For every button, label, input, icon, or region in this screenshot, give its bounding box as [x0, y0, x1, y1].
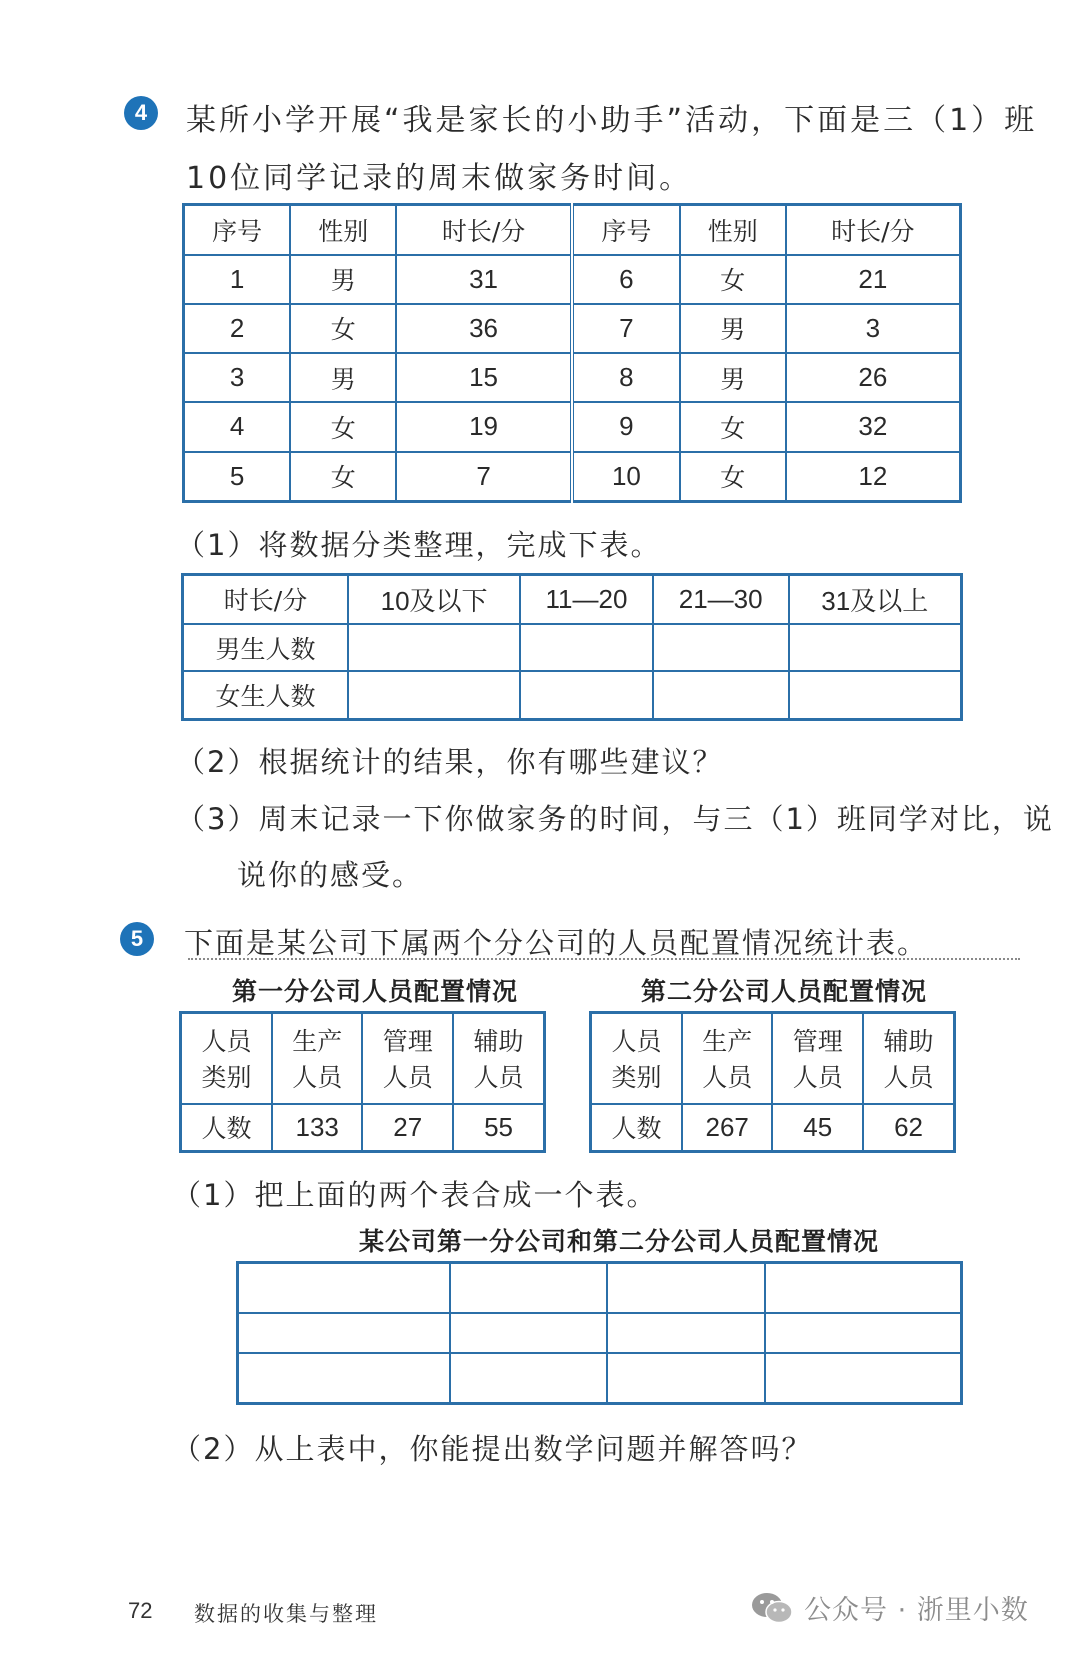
row-label: 男生人数 — [183, 624, 349, 672]
cell-minutes: 21 — [786, 255, 961, 304]
watermark — [750, 1588, 1029, 1627]
cell-value: 267 — [682, 1104, 773, 1152]
q4-part1: （1）将数据分类整理，完成下表。 — [176, 528, 662, 562]
q4-data-table — [182, 203, 962, 503]
cell-id: 1 — [184, 255, 291, 304]
header-cell: 人员 类别 — [591, 1013, 682, 1104]
cell-id: 8 — [572, 353, 680, 402]
answer-cell[interactable] — [238, 1263, 451, 1313]
table-row — [184, 304, 961, 353]
combined-table-title: 某公司第一分公司和第二分公司人员配置情况 — [359, 1227, 880, 1256]
header-cell: 时长/分 — [183, 575, 349, 624]
table1-title: 第一分公司人员配置情况 — [232, 977, 519, 1006]
q4-part3-line2: 说你的感受。 — [237, 858, 424, 892]
question-5-number: 5 — [130, 926, 144, 951]
row-label: 人数 — [181, 1104, 272, 1152]
cell-gender: 男 — [680, 353, 786, 402]
cell-gender: 男 — [290, 353, 396, 402]
answer-cell[interactable] — [789, 671, 962, 719]
cell-id: 4 — [184, 402, 291, 451]
answer-cell[interactable] — [765, 1263, 962, 1313]
cell-minutes: 32 — [786, 402, 961, 451]
answer-cell[interactable] — [607, 1353, 764, 1403]
header-cell: 管理 人员 — [772, 1013, 863, 1104]
table-row — [183, 624, 962, 672]
cell-minutes: 3 — [786, 304, 961, 353]
header-cell: 辅助 人员 — [453, 1013, 544, 1104]
answer-cell[interactable] — [238, 1353, 451, 1403]
page-number: 72 — [128, 1598, 153, 1623]
watermark-text: 公众号 · 浙里小数 — [804, 1595, 1029, 1626]
answer-cell[interactable] — [348, 624, 520, 672]
table-row — [184, 353, 961, 402]
cell-gender: 女 — [680, 402, 786, 451]
q5-intro: 下面是某公司下属两个分公司的人员配置情况统计表。 — [184, 926, 929, 960]
cell-minutes: 26 — [786, 353, 961, 402]
cell-value: 27 — [362, 1104, 453, 1152]
table-header-row — [591, 1013, 955, 1104]
cell-minutes: 31 — [396, 255, 572, 304]
header-cell: 管理 人员 — [362, 1013, 453, 1104]
table-header-row — [184, 205, 961, 255]
header-cell: 性别 — [290, 205, 396, 255]
branch1-table — [179, 1011, 546, 1153]
table-row — [183, 671, 962, 719]
cell-id: 6 — [572, 255, 680, 304]
cell-gender: 男 — [680, 304, 786, 353]
cell-value: 133 — [272, 1104, 363, 1152]
cell-minutes: 15 — [396, 353, 572, 402]
answer-cell[interactable] — [765, 1353, 962, 1403]
cell-id: 9 — [572, 402, 680, 451]
chapter-title: 数据的收集与整理 — [194, 1602, 378, 1626]
wechat-icon — [750, 1591, 794, 1625]
answer-cell[interactable] — [450, 1313, 607, 1353]
cell-minutes: 19 — [396, 402, 572, 451]
question-5-badge — [120, 922, 154, 956]
header-cell: 21—30 — [653, 575, 789, 624]
answer-cell[interactable] — [520, 671, 653, 719]
header-cell: 31及以上 — [789, 575, 962, 624]
answer-cell[interactable] — [450, 1263, 607, 1313]
q5-part1: （1）把上面的两个表合成一个表。 — [172, 1178, 658, 1212]
cell-value: 55 — [453, 1104, 544, 1152]
header-cell: 11—20 — [520, 575, 653, 624]
question-4-number: 4 — [134, 100, 148, 125]
cell-id: 3 — [184, 353, 291, 402]
header-cell: 人员 类别 — [181, 1013, 272, 1104]
combined-table-blank — [236, 1261, 963, 1405]
cell-gender: 女 — [290, 304, 396, 353]
table-header-row — [183, 575, 962, 624]
answer-cell[interactable] — [450, 1353, 607, 1403]
row-label: 女生人数 — [183, 671, 349, 719]
cell-minutes: 7 — [396, 452, 572, 502]
answer-cell[interactable] — [348, 671, 520, 719]
header-cell: 10及以下 — [348, 575, 520, 624]
cell-minutes: 36 — [396, 304, 572, 353]
table-row — [238, 1263, 962, 1313]
cell-gender: 女 — [290, 452, 396, 502]
answer-cell[interactable] — [765, 1313, 962, 1353]
q4-intro-line1: 某所小学开展“我是家长的小助手”活动，下面是三（1）班 — [186, 103, 1038, 138]
answer-cell[interactable] — [520, 624, 653, 672]
header-cell: 辅助 人员 — [863, 1013, 954, 1104]
q4-intro-line2: 10位同学记录的周末做家务时间。 — [186, 161, 693, 196]
header-cell: 性别 — [680, 205, 786, 255]
table-row — [184, 452, 961, 502]
table-row — [591, 1104, 955, 1152]
row-label: 人数 — [591, 1104, 682, 1152]
q4-part2: （2）根据统计的结果，你有哪些建议？ — [176, 745, 724, 779]
header-cell: 生产 人员 — [272, 1013, 363, 1104]
answer-cell[interactable] — [653, 624, 789, 672]
cell-id: 7 — [572, 304, 680, 353]
q5-part2: （2）从上表中，你能提出数学问题并解答吗？ — [172, 1432, 813, 1466]
q4-part3-line1: （3）周末记录一下你做家务的时间，与三（1）班同学对比，说 — [176, 802, 1054, 836]
cell-id: 10 — [572, 452, 680, 502]
header-cell: 时长/分 — [786, 205, 961, 255]
table-row — [238, 1313, 962, 1353]
answer-cell[interactable] — [238, 1313, 451, 1353]
header-cell: 生产 人员 — [682, 1013, 773, 1104]
header-cell: 时长/分 — [396, 205, 572, 255]
answer-cell[interactable] — [607, 1263, 764, 1313]
cell-gender: 女 — [680, 255, 786, 304]
table-header-row — [181, 1013, 545, 1104]
header-cell: 序号 — [572, 205, 680, 255]
cell-id: 5 — [184, 452, 291, 502]
table2-title: 第二分公司人员配置情况 — [641, 977, 928, 1006]
branch2-table — [589, 1011, 956, 1153]
answer-cell[interactable] — [653, 671, 789, 719]
table-row — [238, 1353, 962, 1403]
header-cell: 序号 — [184, 205, 291, 255]
cell-gender: 男 — [290, 255, 396, 304]
table-row — [184, 255, 961, 304]
cell-id: 2 — [184, 304, 291, 353]
question-4-badge — [124, 96, 158, 130]
cell-gender: 女 — [680, 452, 786, 502]
q4-classification-table — [181, 573, 963, 721]
table-row — [184, 402, 961, 451]
cell-gender: 女 — [290, 402, 396, 451]
cell-value: 62 — [863, 1104, 954, 1152]
table-row — [181, 1104, 545, 1152]
cell-minutes: 12 — [786, 452, 961, 502]
answer-cell[interactable] — [607, 1313, 764, 1353]
answer-cell[interactable] — [789, 624, 962, 672]
cell-value: 45 — [772, 1104, 863, 1152]
